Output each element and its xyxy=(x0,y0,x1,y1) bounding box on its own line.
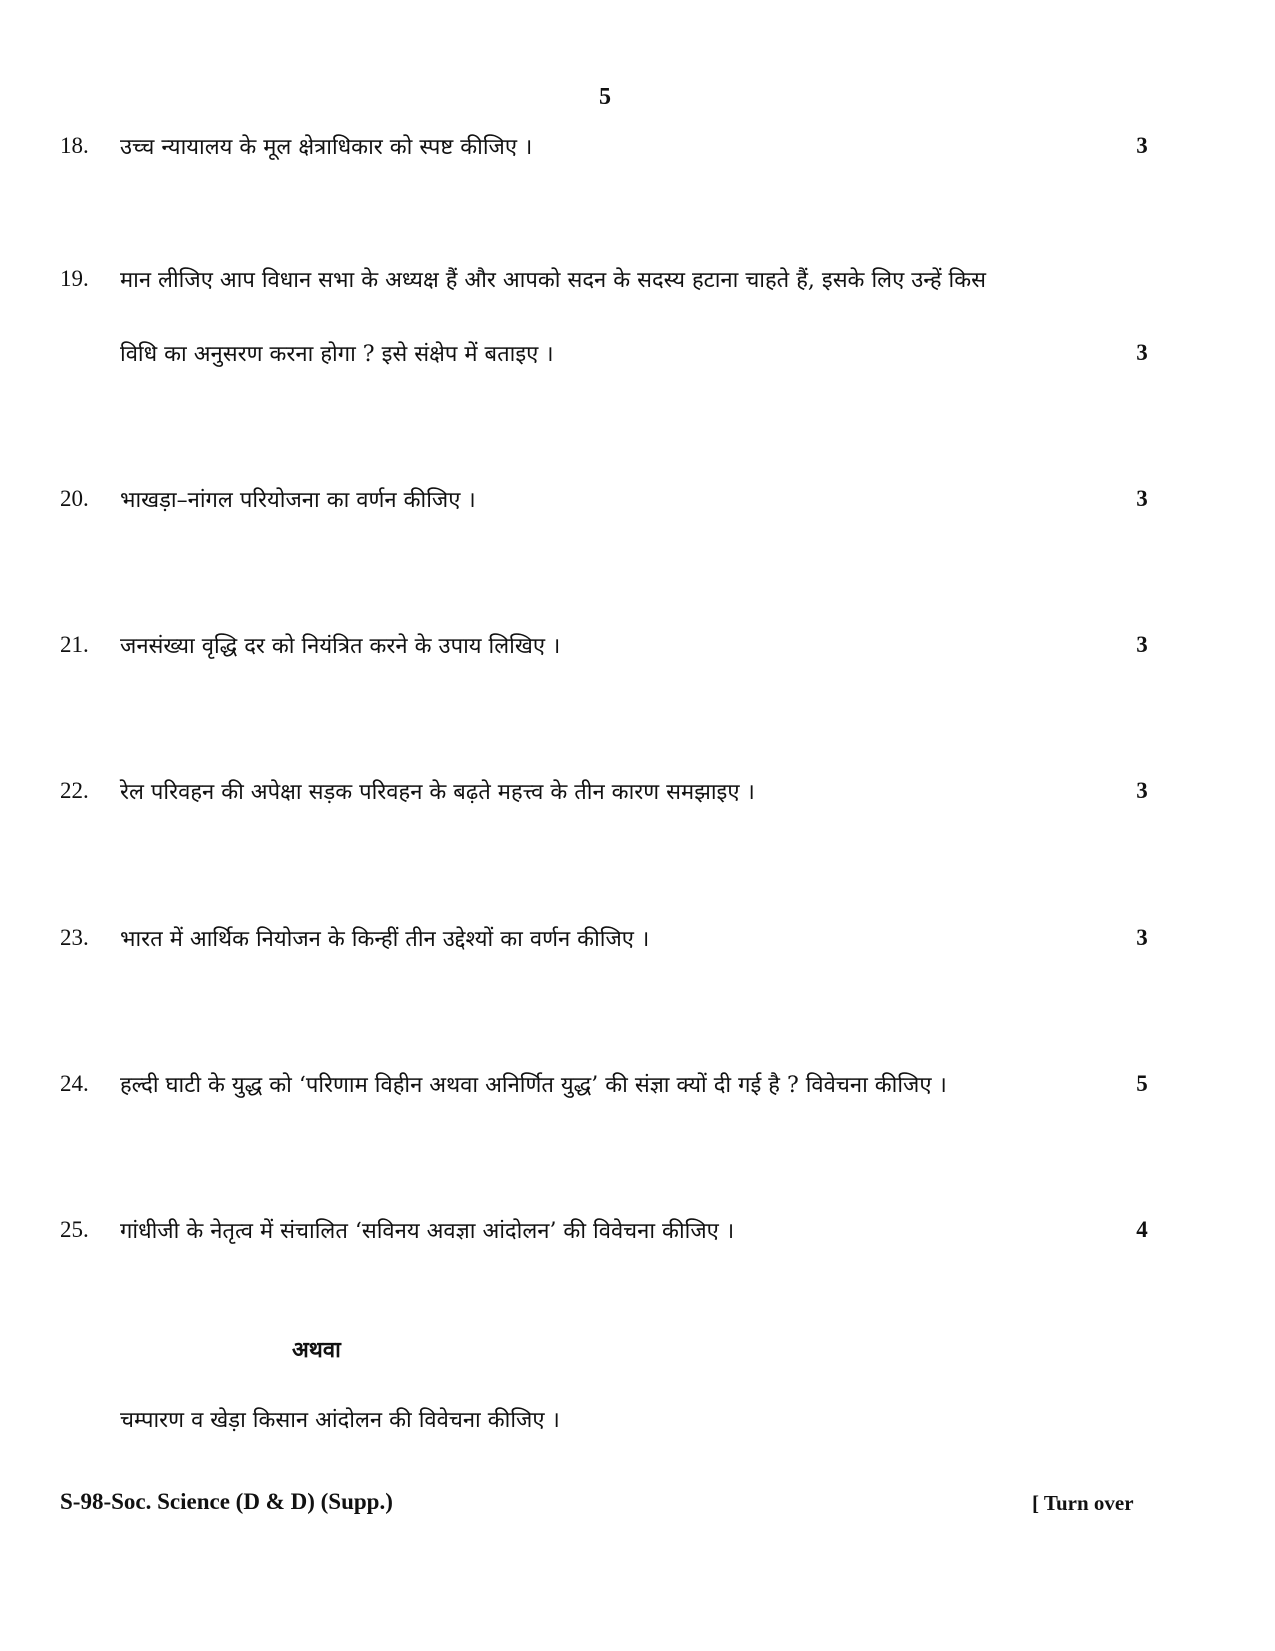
question-text: भारत में आर्थिक नियोजन के किन्हीं तीन उद्देश्यों का वर्णन कीजिए । xyxy=(120,927,650,952)
or-label: अथवा xyxy=(292,1337,341,1363)
question-marks: 5 xyxy=(1136,1071,1148,1096)
question-marks: 3 xyxy=(1136,133,1148,158)
page-number: 5 xyxy=(599,84,611,110)
question-text: जनसंख्या वृद्धि दर को नियंत्रित करने के उपाय लिखिए । xyxy=(120,634,561,659)
question-text: रेल परिवहन की अपेक्षा सड़क परिवहन के बढ़ते महत्त्व के तीन कारण समझाइए । xyxy=(120,780,755,805)
alternative-question-text: चम्पारण व खेड़ा किसान आंदोलन की विवेचना कीजिए । xyxy=(120,1408,560,1433)
question-marks: 3 xyxy=(1136,486,1148,511)
question-text: गांधीजी के नेतृत्व में संचालित ‘सविनय अवज्ञा आंदोलन’ की विवेचना कीजिए । xyxy=(120,1219,735,1244)
question-text: उच्च न्यायालय के मूल क्षेत्राधिकार को स्पष्ट कीजिए । xyxy=(120,135,533,160)
question-marks: 3 xyxy=(1136,778,1148,803)
question-number: 18. xyxy=(60,133,89,158)
question-number: 22. xyxy=(60,778,89,803)
question-number: 20. xyxy=(60,486,89,511)
question-text: मान लीजिए आप विधान सभा के अध्यक्ष हैं और आपको सदन के सदस्य हटाना चाहते हैं, इसके लिए उन्हें किस xyxy=(120,268,986,293)
paper-code: S-98-Soc. Science (D & D) (Supp.) xyxy=(60,1489,393,1514)
question-number: 24. xyxy=(60,1071,89,1096)
turn-over-note: [ Turn over xyxy=(1032,1491,1134,1515)
question-number: 21. xyxy=(60,632,89,657)
question-marks: 3 xyxy=(1136,632,1148,657)
question-text: भाखड़ा–नांगल परियोजना का वर्णन कीजिए । xyxy=(120,488,476,513)
question-number: 23. xyxy=(60,925,89,950)
question-number: 19. xyxy=(60,266,89,291)
question-number: 25. xyxy=(60,1217,89,1242)
question-marks: 3 xyxy=(1136,925,1148,950)
question-marks: 3 xyxy=(1136,340,1148,365)
question-marks: 4 xyxy=(1136,1217,1148,1242)
question-text-continued: विधि का अनुसरण करना होगा ? इसे संक्षेप में बताइए । xyxy=(120,342,554,367)
question-text: हल्दी घाटी के युद्ध को ‘परिणाम विहीन अथवा अनिर्णित युद्ध’ की संज्ञा क्यों दी गई है ? विवेचना कीजिए । xyxy=(120,1073,947,1098)
